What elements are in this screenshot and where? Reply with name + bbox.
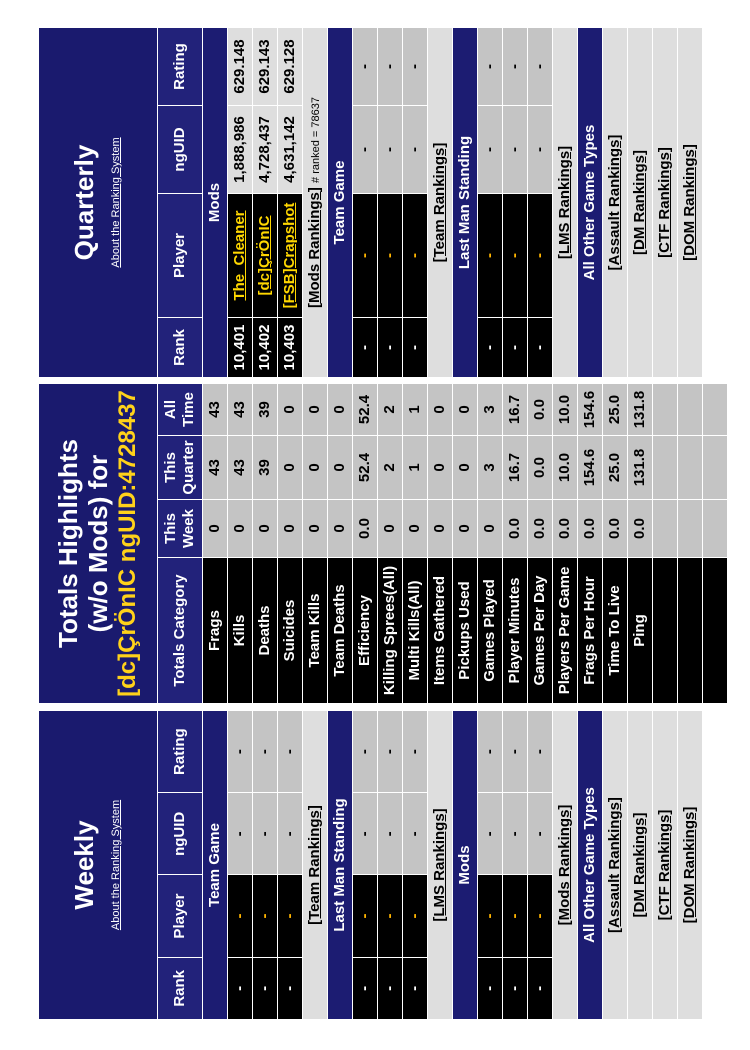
player-link[interactable]: [dc]ÇrÖnIC [253,194,278,318]
quarterly-col-rating: Rating [158,28,203,106]
totals-alltime-cell: 16.7 [503,384,528,436]
filler-cell [653,436,678,500]
totals-week-cell: 0 [228,500,253,558]
filler-cell [703,436,728,500]
totals-alltime-cell: 43 [203,384,228,436]
totals-quarter-cell: 43 [203,436,228,500]
totals-quarter-cell: 154.6 [578,436,603,500]
totals-week-cell: 0.0 [553,500,578,558]
totals-category-cell: Frags [203,558,228,704]
weekly-col-nguid: ngUID [158,793,203,875]
quarterly-assault-link[interactable]: [Assault Rankings] [603,28,628,378]
table-row: - - - - [478,28,503,378]
totals-alltime-cell: 0 [278,384,303,436]
table-row [253,384,278,704]
table-row [603,384,628,704]
totals-header [39,384,158,704]
quarterly-panel [38,28,708,378]
weekly-dom-link[interactable]: [DOM Rankings] [678,711,703,1020]
totals-week-cell: 0 [278,500,303,558]
weekly-col-player: Player [158,875,203,957]
table-row: - - - - [378,28,403,378]
totals-week-cell: 0 [453,500,478,558]
weekly-assault-link[interactable]: [Assault Rankings] [603,711,628,1020]
totals-week-cell: 0 [203,500,228,558]
filler-cell [653,384,678,436]
totals-quarter-cell: 52.4 [353,436,378,500]
table-row [228,384,253,704]
table-row [503,384,528,704]
weekly-other-label: All Other Game Types [578,711,603,1020]
totals-week-cell: 0 [478,500,503,558]
quarterly-other-label: All Other Game Types [578,28,603,378]
totals-week-cell: 0.0 [503,500,528,558]
quarterly-about-link[interactable]: About the Ranking System [110,137,122,268]
totals-subtitle: (w/o Mods) for [83,454,113,633]
weekly-panel [38,710,708,1020]
quarterly-ranked-count: # ranked = 78637 [309,97,322,183]
totals-quarter-cell: 16.7 [503,436,528,500]
totals-category-cell: Kills [228,558,253,704]
filler-cell [678,384,703,436]
table-row: 10,403 [FSB]Crapshot 4,631,142 629.128 [278,28,303,378]
table-row [403,384,428,704]
totals-alltime-cell: 2 [378,384,403,436]
totals-alltime-cell: 0.0 [528,384,553,436]
totals-quarter-cell: 2 [378,436,403,500]
totals-category-cell: Player Minutes [503,558,528,704]
table-row [578,384,603,704]
weekly-col-rank: Rank [158,957,203,1019]
table-row: - - - - [478,711,503,1020]
weekly-team-rankings-link[interactable]: [Team Rankings] [303,711,328,1020]
table-row: - - - - [228,711,253,1020]
totals-col-week: This Week [158,500,203,558]
totals-category-cell: Pickups Used [453,558,478,704]
totals-alltime-cell: 52.4 [353,384,378,436]
totals-alltime-cell: 10.0 [553,384,578,436]
filler-cell [703,384,728,436]
quarterly-col-nguid: ngUID [158,106,203,194]
quarterly-lms-rankings-link[interactable]: [LMS Rankings] [553,28,578,378]
weekly-title: Weekly [69,820,99,910]
totals-category-cell: Suicides [278,558,303,704]
table-row: - - - - [503,28,528,378]
table-row [453,384,478,704]
table-row [478,384,503,704]
player-link[interactable]: The_Cleaner [228,194,253,318]
totals-category-cell: Deaths [253,558,278,704]
totals-quarter-cell: 131.8 [628,436,653,500]
table-row: - - - - [278,711,303,1020]
table-row: - - - - [353,711,378,1020]
table-row: - - - - [528,711,553,1020]
totals-week-cell: 0.0 [603,500,628,558]
filler-cell [703,558,728,704]
weekly-lms-label: Last Man Standing [328,711,353,1020]
quarterly-col-player: Player [158,194,203,318]
totals-category-cell: Multi Kills(All) [403,558,428,704]
quarterly-mods-label: Mods [203,28,228,378]
totals-alltime-cell: 0 [303,384,328,436]
weekly-ctf-link[interactable]: [CTF Rankings] [653,711,678,1020]
totals-week-cell: 0 [253,500,278,558]
table-row [553,384,578,704]
totals-alltime-cell: 39 [253,384,278,436]
table-row [303,384,328,704]
totals-category-cell: Team Deaths [328,558,353,704]
totals-panel [38,384,708,704]
filler-cell [678,558,703,704]
weekly-mods-label: Mods [453,711,478,1020]
totals-quarter-cell: 39 [253,436,278,500]
totals-quarter-cell: 25.0 [603,436,628,500]
totals-week-cell: 0 [303,500,328,558]
weekly-mods-rankings-link[interactable]: [Mods Rankings] [553,711,578,1020]
totals-alltime-cell: 25.0 [603,384,628,436]
weekly-col-rating: Rating [158,711,203,793]
totals-col-category: Totals Category [158,558,203,704]
quarterly-dm-link[interactable]: [DM Rankings] [628,28,653,378]
totals-week-cell: 0.0 [628,500,653,558]
totals-category-cell: Games Per Day [528,558,553,704]
table-row: - - - - [528,28,553,378]
table-row: - - - - [403,28,428,378]
totals-alltime-cell: 1 [403,384,428,436]
table-row [203,384,228,704]
totals-alltime-cell: 131.8 [628,384,653,436]
quarterly-header [39,28,158,378]
totals-week-cell: 0 [378,500,403,558]
totals-week-cell: 0 [428,500,453,558]
totals-quarter-cell: 0 [453,436,478,500]
table-row [378,384,403,704]
quarterly-dom-link[interactable]: [DOM Rankings] [678,28,703,378]
totals-alltime-cell: 3 [478,384,503,436]
player-link[interactable]: [FSB]Crapshot [278,194,303,318]
table-row: - - - - [503,711,528,1020]
totals-category-cell: Players Per Game [553,558,578,704]
table-row: 10,401 The_Cleaner 1,888,986 629.148 [228,28,253,378]
totals-category-cell: Time To Live [603,558,628,704]
totals-category-cell: Frags Per Hour [578,558,603,704]
totals-week-cell: 0.0 [528,500,553,558]
totals-category-cell: Killing Sprees(All) [378,558,403,704]
filler-cell [653,558,678,704]
totals-quarter-cell: 0 [278,436,303,500]
weekly-team-game-label: Team Game [203,711,228,1020]
totals-category-cell: Games Played [478,558,503,704]
filler-cell [653,500,678,558]
totals-col-quarter: This Quarter [158,436,203,500]
totals-category-cell: Items Gathered [428,558,453,704]
totals-alltime-cell: 154.6 [578,384,603,436]
quarterly-col-rank: Rank [158,318,203,378]
table-row [328,384,353,704]
totals-quarter-cell: 10.0 [553,436,578,500]
totals-week-cell: 0.0 [578,500,603,558]
totals-table [38,383,728,704]
filler-cell [703,500,728,558]
table-row: - - - - [378,711,403,1020]
table-row: - - - - [253,711,278,1020]
quarterly-team-rankings-link[interactable]: [Team Rankings] [428,28,453,378]
totals-alltime-cell: 43 [228,384,253,436]
totals-category-cell: Team Kills [303,558,328,704]
table-row: - - - - [353,28,378,378]
totals-category-cell: Ping [628,558,653,704]
totals-category-cell: Efficiency [353,558,378,704]
table-row [628,384,653,704]
totals-alltime-cell: 0 [453,384,478,436]
quarterly-lms-label: Last Man Standing [453,28,478,378]
quarterly-team-game-label: Team Game [328,28,353,378]
table-row: 10,402 [dc]ÇrÖnIC 4,728,437 629.143 [253,28,278,378]
totals-quarter-cell: 3 [478,436,503,500]
rankings-frame [38,28,708,1020]
table-row [528,384,553,704]
table-row: - - - - [403,711,428,1020]
weekly-table [38,710,703,1020]
weekly-lms-rankings-link[interactable]: [LMS Rankings] [428,711,453,1020]
table-row [353,384,378,704]
totals-week-cell: 0 [403,500,428,558]
totals-quarter-cell: 0.0 [528,436,553,500]
totals-title: Totals Highlights [53,439,83,648]
quarterly-mods-footer [303,28,328,378]
totals-alltime-cell: 0 [328,384,353,436]
totals-col-alltime: All Time [158,384,203,436]
totals-quarter-cell: 0 [428,436,453,500]
filler-cell [678,436,703,500]
quarterly-table [38,27,703,378]
totals-week-cell: 0 [328,500,353,558]
totals-player: [dc]ÇrÖnIC ngUID:4728437 [114,390,141,697]
totals-week-cell: 0.0 [353,500,378,558]
quarterly-mods-rankings-link[interactable]: [Mods Rankings] [305,187,323,308]
table-row [428,384,453,704]
totals-quarter-cell: 43 [228,436,253,500]
filler-cell [678,500,703,558]
totals-alltime-cell: 0 [428,384,453,436]
table-row [278,384,303,704]
totals-body [203,384,653,704]
totals-quarter-cell: 0 [303,436,328,500]
totals-quarter-cell: 0 [328,436,353,500]
weekly-about-link[interactable]: About the Ranking System [110,799,122,931]
quarterly-title: Quarterly [69,144,99,261]
weekly-dm-link[interactable]: [DM Rankings] [628,711,653,1020]
totals-quarter-cell: 1 [403,436,428,500]
weekly-header [39,711,158,1020]
quarterly-ctf-link[interactable]: [CTF Rankings] [653,28,678,378]
